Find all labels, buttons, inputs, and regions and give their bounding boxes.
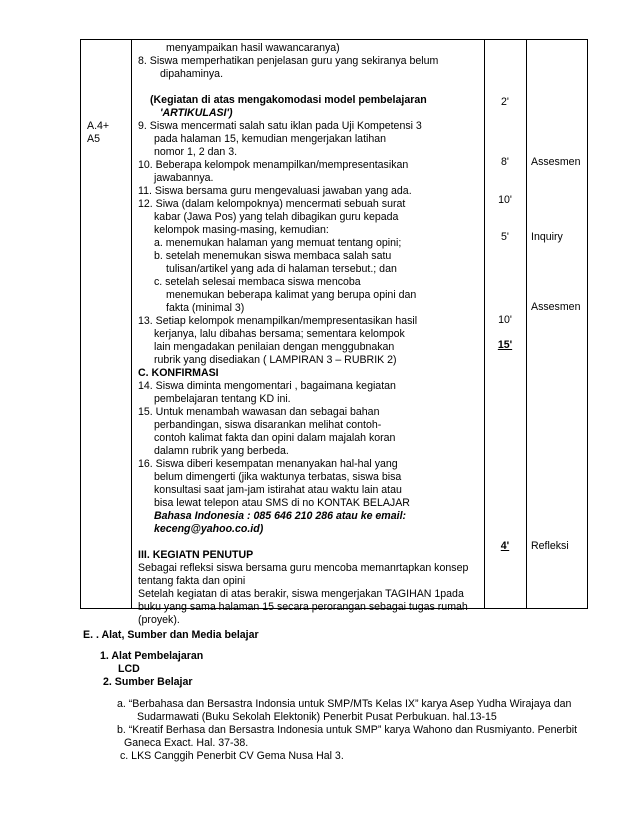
- competency-code-cell: [87, 120, 109, 146]
- activity-line: 15. Untuk menambah wawasan dan sebagai bahan: [138, 406, 380, 418]
- activity-line: 10. Beberapa kelompok menampilkan/mempresentasikan: [138, 159, 409, 171]
- activity-line: kabar (Jawa Pos) yang telah dibagikan guru kepada: [154, 211, 399, 223]
- activity-line: 8. Siswa memperhatikan penjelasan guru yang sekiranya belum: [138, 55, 439, 67]
- activity-line: 11. Siswa bersama guru mengevaluasi jawaban yang ada.: [138, 185, 412, 197]
- activity-line: belum dimengerti (jika waktunya terbatas, siswa bisa: [154, 471, 402, 483]
- activity-line: tulisan/artikel yang ada di halaman tersebut.; dan: [166, 263, 397, 275]
- column-divider: [131, 40, 132, 608]
- column-divider: [526, 40, 527, 608]
- assessment-note: Inquiry: [531, 231, 563, 243]
- activity-line: keceng@yahoo.co.id): [154, 523, 264, 535]
- activity-line: b. setelah menemukan siswa membaca salah satu: [154, 250, 392, 262]
- sub-heading-tools: 1. Alat Pembelajaran: [100, 650, 204, 662]
- activity-line: menemukan beberapa kalimat yang berupa opini dan: [166, 289, 417, 301]
- time-value: 4': [500, 540, 510, 552]
- time-value: 2': [501, 96, 509, 108]
- source-item: a. “Berbahasa dan Bersastra Indonsia untuk SMP/MTs Kelas IX” karya Asep Yudha Wirajaya dan: [117, 698, 572, 710]
- activity-line: 16. Siswa diberi kesempatan menanyakan hal-hal yang: [138, 458, 398, 470]
- activity-line: jawabannya.: [154, 172, 214, 184]
- lesson-activity-table: [80, 39, 588, 626]
- time-value: 8': [501, 156, 509, 168]
- time-value: 15': [497, 339, 513, 351]
- activity-line: (proyek).: [138, 614, 180, 626]
- activity-line: (Kegiatan di atas mengakomodasi model pembelajaran: [150, 94, 427, 106]
- activity-line: 13. Setiap kelompok menampilkan/mempresentasikan hasil: [138, 315, 418, 327]
- activity-line: nomor 1, 2 dan 3.: [154, 146, 238, 158]
- activity-line: dipahaminya.: [160, 68, 224, 80]
- activity-line: tentang fakta dan opini: [138, 575, 246, 587]
- activity-line: perbandingan, siswa disarankan melihat contoh-: [154, 419, 382, 431]
- source-item: c. LKS Canggih Penerbit CV Gema Nusa Hal 3.: [120, 750, 344, 762]
- section-e-title: E. . Alat, Sumber dan Media belajar: [83, 629, 259, 641]
- activity-line: 'ARTIKULASI'): [160, 107, 233, 119]
- activity-line: C. KONFIRMASI: [138, 367, 219, 379]
- activity-line: lain mengadakan penilaian dengan menggubnakan: [154, 341, 395, 353]
- tool-item: LCD: [118, 663, 140, 675]
- activity-line: contoh kalimat fakta dan opini dalam majalah koran: [154, 432, 396, 444]
- assessment-note: Assesmen: [531, 156, 581, 168]
- source-item: b. “Kreatif Berhasa dan Bersastra Indonesia untuk SMP” karya Wahono dan Rusmiyanto. Penerbit: [117, 724, 578, 736]
- activity-line: fakta (minimal 3): [166, 302, 245, 314]
- activity-line: konsultasi saat jam-jam istirahat atau waktu lain atau: [154, 484, 402, 496]
- activity-line: menyampaikan hasil wawancaranya): [166, 42, 340, 54]
- source-item: Sudarmawati (Buku Sekolah Elektonik) Penerbit Pusat Perbukuan. hal.13-15: [137, 711, 497, 723]
- activity-line: buku yang sama halaman 15 secara perorangan sebagai tugas rumah: [138, 601, 468, 613]
- time-value: 10': [498, 194, 512, 206]
- blank-line: [138, 81, 483, 94]
- activity-line: a. menemukan halaman yang memuat tentang opini;: [154, 237, 402, 249]
- activity-line: bisa lewat telepon atau SMS di no KONTAK BELAJAR: [154, 497, 410, 509]
- activity-line: 14. Siswa diminta mengomentari , bagaimana kegiatan: [138, 380, 396, 392]
- activity-line: rubrik yang disediakan ( LAMPIRAN 3 – RUBRIK 2): [154, 354, 397, 366]
- activity-line: III. KEGIATN PENUTUP: [138, 549, 254, 561]
- time-value: 5': [501, 231, 509, 243]
- sub-heading-sources: 2. Sumber Belajar: [103, 676, 193, 688]
- activity-line: Bahasa Indonesia : 085 646 210 286 atau ke email:: [154, 510, 407, 522]
- source-item: Ganeca Exact. Hal. 37-38.: [124, 737, 249, 749]
- blank-line: [138, 536, 483, 549]
- activity-line: c. setelah selesai membaca siswa mencoba: [154, 276, 361, 288]
- activity-line: kerjanya, lalu dibahas bersama; sementara kelompok: [154, 328, 405, 340]
- time-value: 10': [498, 314, 512, 326]
- assessment-note: Assesmen: [531, 301, 581, 313]
- activity-line: Setelah kegiatan di atas berakir, siswa mengerjakan TAGIHAN 1pada: [138, 588, 464, 600]
- activity-line: pada halaman 15, kemudian mengerjakan latihan: [154, 133, 387, 145]
- activity-line: kelompok masing-masing, kemudian:: [154, 224, 329, 236]
- activity-line: 9. Siswa mencermati salah satu iklan pada Uji Kompetensi 3: [138, 120, 422, 132]
- activity-line: 12. Siwa (dalam kelompoknya) mencermati sebuah surat: [138, 198, 406, 210]
- assessment-note: Refleksi: [531, 540, 569, 552]
- activity-line: dalamn rubrik yang berbeda.: [154, 445, 289, 457]
- activity-line: pembelajaran tentang KD ini.: [154, 393, 291, 405]
- competency-code: A5: [87, 133, 100, 145]
- activity-line: Sebagai refleksi siswa bersama guru mencoba memanrtapkan konsep: [138, 562, 469, 574]
- activity-steps-cell: [138, 42, 483, 627]
- competency-code: A.4+: [87, 120, 110, 132]
